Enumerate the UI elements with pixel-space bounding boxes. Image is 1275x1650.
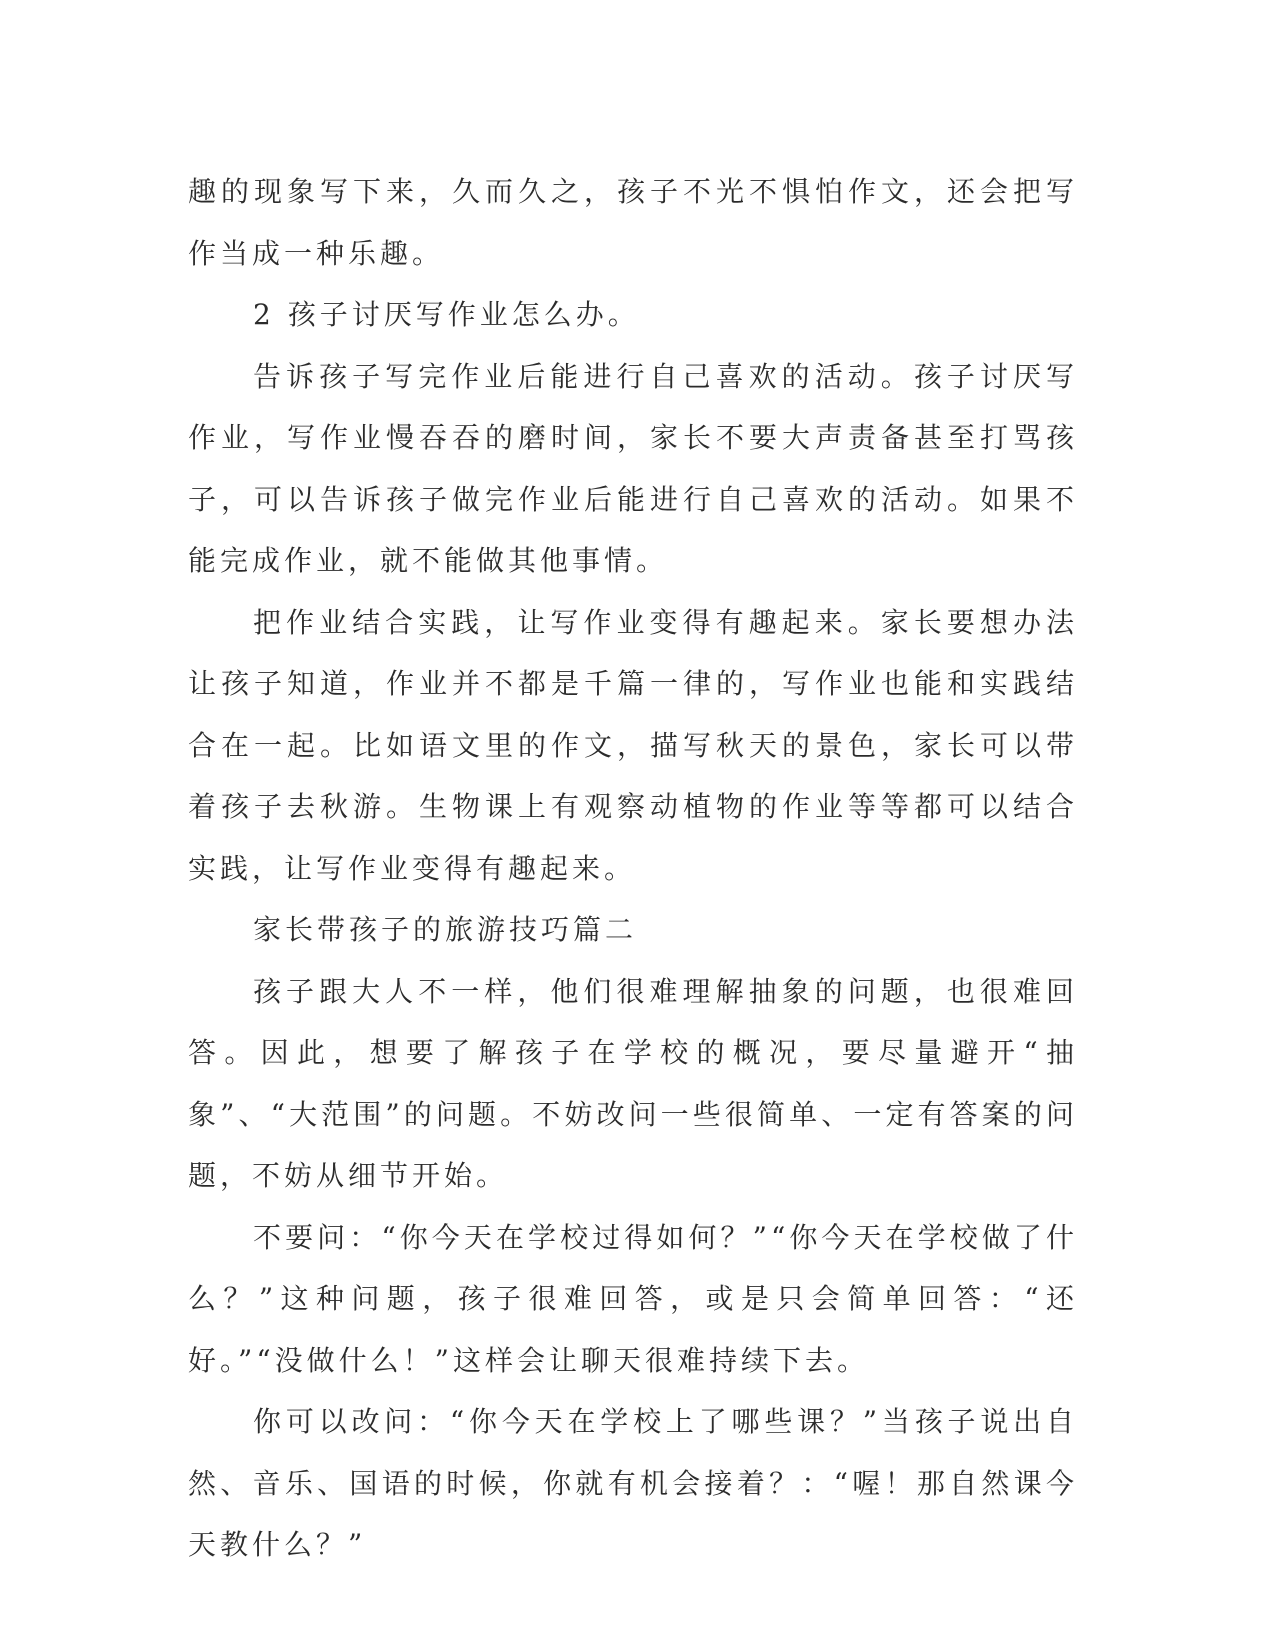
section-heading-homework: 2 孩子讨厌写作业怎么办。: [253, 298, 640, 331]
paragraph-7: 不要问：“你今天在学校过得如何？”“你今天在学校做了什么？”这种问题，孩子很难回答，或是只会简单回答：“还好。”“没做什么！”这样会让聊天很难持续下去。: [188, 1220, 1078, 1377]
paragraph-3: 告诉孩子写完作业后能进行自己喜欢的活动。孩子讨厌写作业，写作业慢吞吞的磨时间，家长不要大声责备甚至打骂孩子，可以告诉孩子做完作业后能进行自己喜欢的活动。如果不能完成作业，就不能做其他事情。: [188, 359, 1078, 577]
section-heading-travel: 家长带孩子的旅游技巧篇二: [253, 913, 638, 946]
paragraph-8: 你可以改问：“你今天在学校上了哪些课？”当孩子说出自然、音乐、国语的时候，你就有机会接着？：“喔！那自然课今天教什么？”: [188, 1405, 1078, 1561]
paragraph-4: 把作业结合实践，让写作业变得有趣起来。家长要想办法让孩子知道，作业并不都是千篇一律的，写作业也能和实践结合在一起。比如语文里的作文，描写秋天的景色，家长可以带着孩子去秋游。生物课上有观察动植物的作业等等都可以结合实践，让写作业变得有趣起来。: [188, 605, 1078, 885]
paragraph-6: 孩子跟大人不一样，他们很难理解抽象的问题，也很难回答。因此，想要了解孩子在学校的概况，要尽量避开“抽象”、“大范围”的问题。不妨改问一些很简单、一定有答案的问题，不妨从细节开始。: [188, 974, 1078, 1192]
document-body: [188, 161, 1078, 1576]
paragraph-1: 趣的现象写下来，久而久之，孩子不光不惧怕作文，还会把写作当成一种乐趣。: [188, 175, 1078, 270]
